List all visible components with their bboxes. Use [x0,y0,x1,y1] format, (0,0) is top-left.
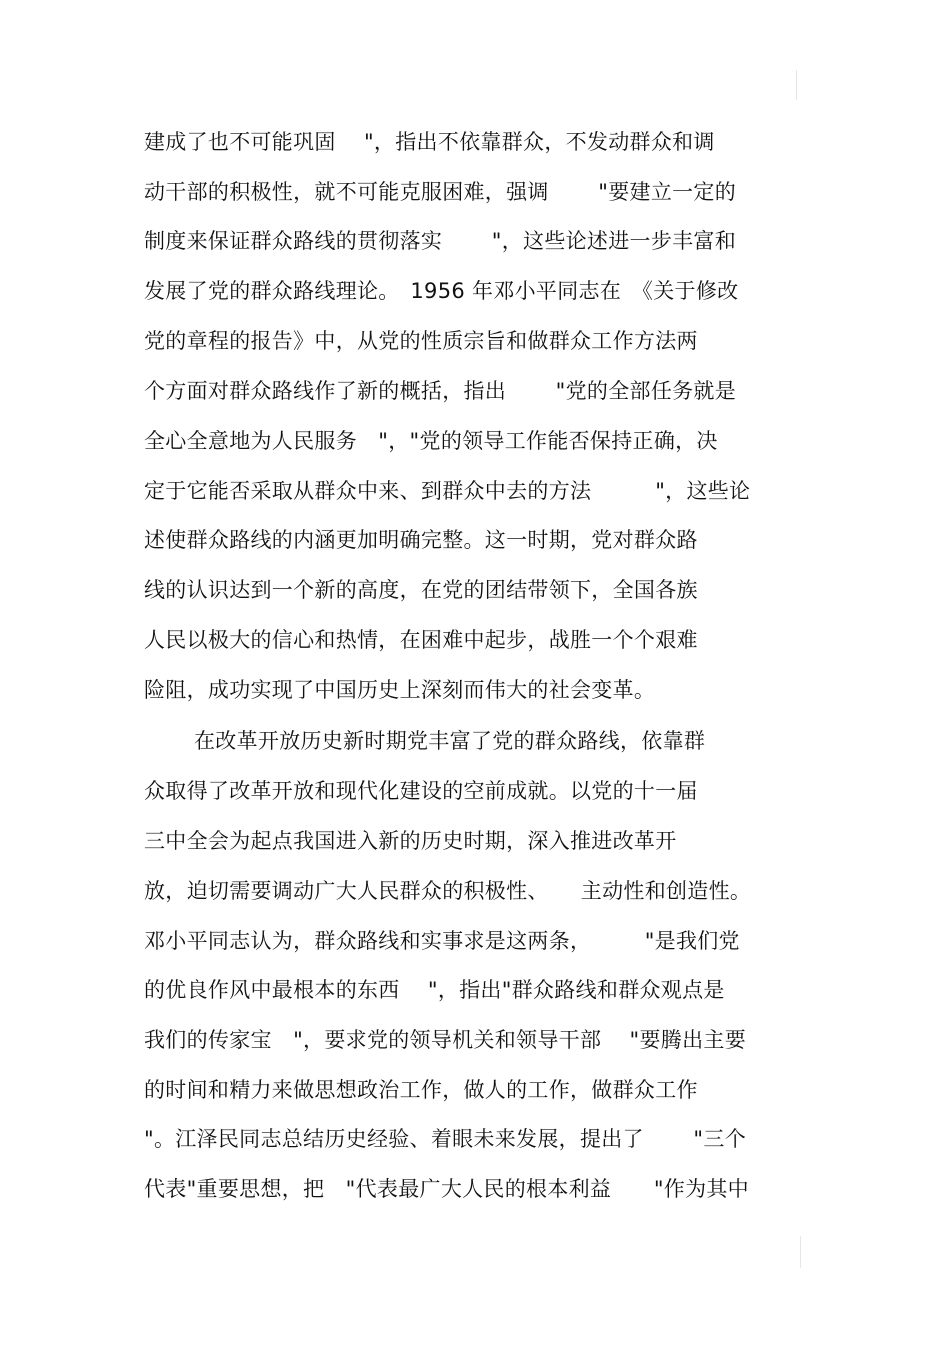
text-line: 险阻，成功实现了中国历史上深刻而伟大的社会变革。 [144,678,656,702]
text-line: 的优良作风中最根本的东西 "，指出"群众路线和群众观点是 [144,978,725,1002]
text-line: 人民以极大的信心和热情，在困难中起步，战胜一个个艰难 [144,628,698,652]
page-edge-mark-bottom [800,1236,801,1268]
paragraph-first-line: 在改革开放历史新时期党丰富了党的群众路线，依靠群 [194,729,706,753]
text-line: 线的认识达到一个新的高度，在党的团结带领下，全国各族 [144,578,698,602]
text-line: 众取得了改革开放和现代化建设的空前成就。以党的十一届 [144,779,698,803]
text-line: 邓小平同志认为，群众路线和实事求是这两条， "是我们党 [144,929,740,953]
text-line: 我们的传家宝 "，要求党的领导机关和领导干部 "要腾出主要 [144,1028,746,1052]
text-line: 个方面对群众路线作了新的概括，指出 "党的全部任务就是 [144,379,737,403]
text-line: 全心全意地为人民服务 "，"党的领导工作能否保持正确，决 [144,429,718,453]
text-line: 动干部的积极性，就不可能克服困难，强调 "要建立一定的 [144,180,737,204]
text-line: 代表"重要思想，把 "代表最广大人民的根本利益 "作为其中 [144,1177,749,1201]
text-line: 三中全会为起点我国进入新的历史时期，深入推进改革开 [144,829,677,853]
text-line: 发展了党的群众路线理论。 1956 年邓小平同志在 《关于修改 [144,279,739,303]
text-line: 放，迫切需要调动广大人民群众的积极性、 主动性和创造性。 [144,879,752,903]
text-line: 建成了也不可能巩固 "，指出不依靠群众，不发动群众和调 [144,130,715,154]
text-line: 定于它能否采取从群众中来、到群众中去的方法 "，这些论 [144,479,751,503]
text-line: "。江泽民同志总结历史经验、着眼未来发展，提出了 "三个 [144,1127,746,1151]
text-line: 制度来保证群众路线的贯彻落实 "，这些论述进一步丰富和 [144,229,737,253]
text-line: 党的章程的报告》中，从党的性质宗旨和做群众工作方法两 [144,329,698,353]
page-edge-mark-top [796,70,797,100]
text-line: 的时间和精力来做思想政治工作，做人的工作，做群众工作 [144,1078,698,1102]
text-line: 述使群众路线的内涵更加明确完整。这一时期，党对群众路 [144,528,698,552]
